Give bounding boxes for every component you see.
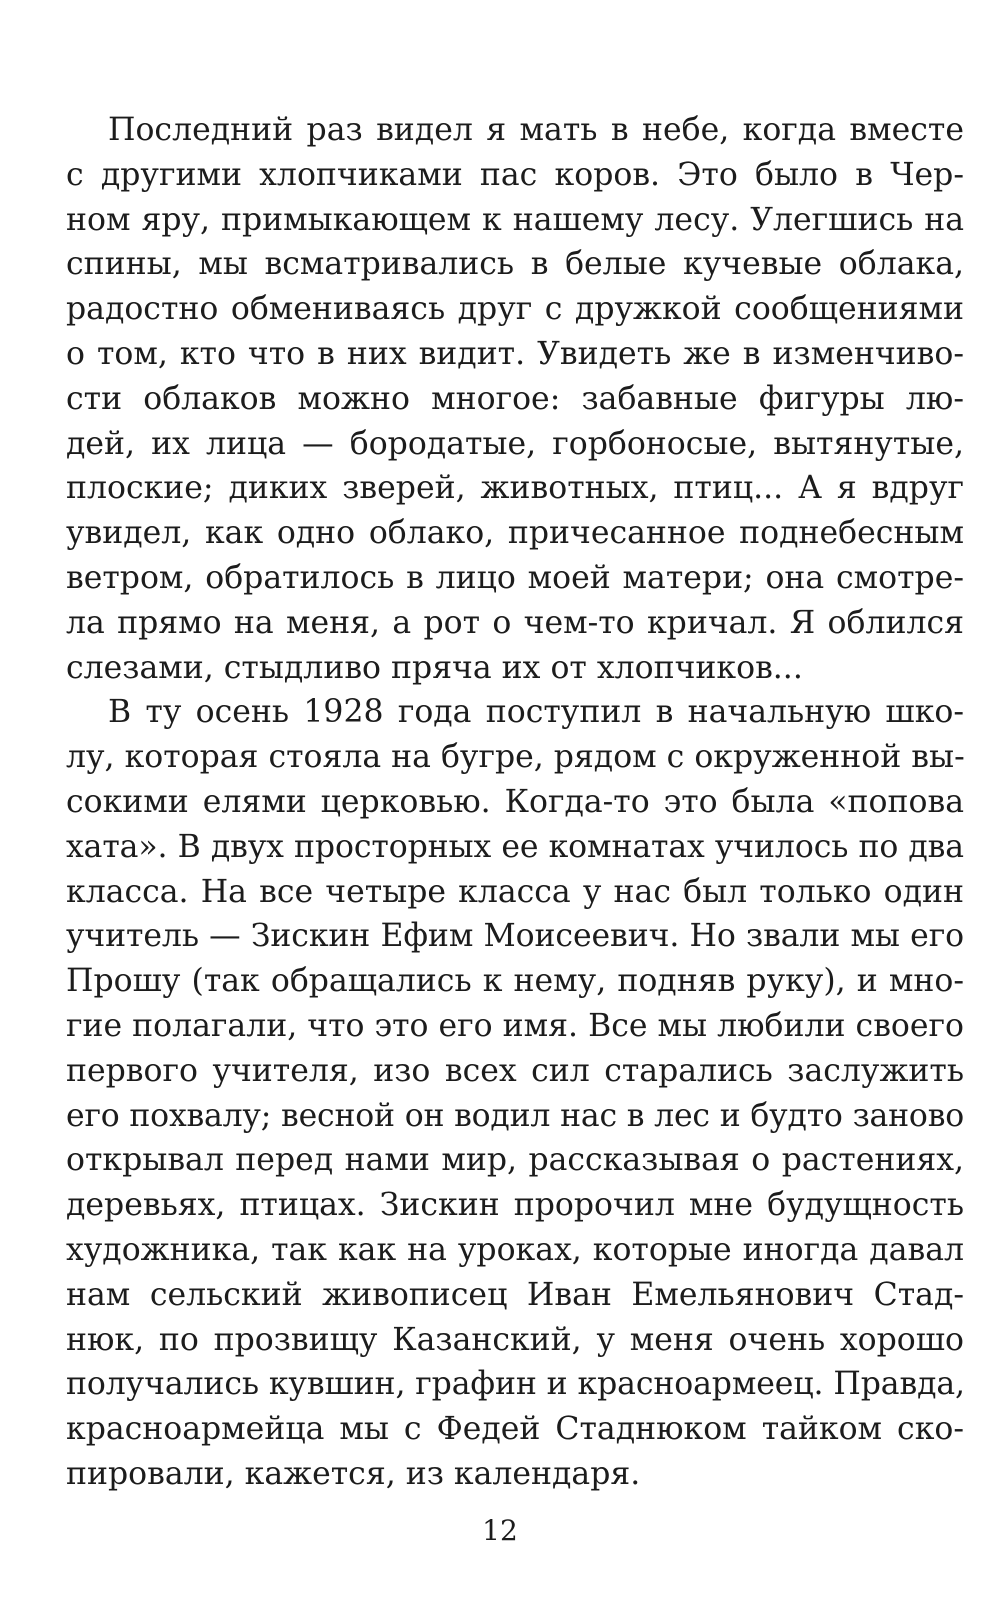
text-line: первого учителя, изо всех сил старались заслужить	[66, 1052, 964, 1089]
text-line: сти облаков можно многое: забавные фигуры лю-	[66, 380, 964, 417]
text-line: ла прямо на меня, а рот о чем-то кричал. Я облился	[66, 604, 964, 641]
text-line: В ту осень 1928 года поступил в начальную шко-	[108, 694, 964, 731]
text-line: его похвалу; весной он водил нас в лес и будто заново	[66, 1097, 964, 1134]
text-line: гие полагали, что это его имя. Все мы любили своего	[66, 1007, 964, 1044]
text-line: класса. На все четыре класса у нас был только один	[66, 873, 964, 910]
text-line: красноармейца мы с Федей Стаднюком тайком ско-	[66, 1411, 964, 1448]
text-line: Прошу (так обращались к нему, подняв руку), и мно-	[66, 963, 964, 1000]
text-line: ном яру, примыкающем к нашему лесу. Улегшись на	[66, 201, 964, 238]
text-line: о том, кто что в них видит. Увидеть же в изменчиво-	[66, 335, 964, 372]
text-line: хата». В двух просторных ее комнатах училось по два	[66, 828, 964, 865]
text-line: слезами, стыдливо пряча их от хлопчиков...	[66, 649, 803, 686]
text-line: спины, мы всматривались в белые кучевые облака,	[66, 246, 964, 283]
text-line: пировали, кажется, из календаря.	[66, 1455, 641, 1492]
page-number: 12	[482, 1514, 518, 1547]
text-line: нам сельский живописец Иван Емельянович Стад-	[66, 1276, 964, 1313]
text-line: увидел, как одно облако, причесанное поднебесным	[66, 515, 964, 552]
text-line: деревьях, птицах. Зискин пророчил мне будущность	[66, 1187, 964, 1224]
body-text	[66, 108, 964, 1497]
text-line: получались кувшин, графин и красноармеец. Правда,	[66, 1366, 965, 1403]
text-line: лу, которая стояла на бугре, рядом с окруженной вы-	[66, 739, 965, 776]
text-line: сокими елями церковью. Когда-то это была «попова	[66, 783, 964, 820]
text-line: открывал перед нами мир, рассказывая о растениях,	[66, 1142, 964, 1179]
text-line: дей, их лица — бородатые, горбоносые, вытянутые,	[66, 425, 964, 462]
text-line: Последний раз видел я мать в небе, когда вместе	[108, 112, 964, 148]
text-line: нюк, по прозвищу Казанский, у меня очень хорошо	[66, 1321, 964, 1358]
text-line: с другими хлопчиками пас коров. Это было в Чер-	[66, 156, 964, 193]
text-line: художника, так как на уроках, которые иногда давал	[66, 1231, 964, 1268]
text-line: ветром, обратилось в лицо моей матери; она смотре-	[66, 559, 964, 596]
text-line: плоские; диких зверей, животных, птиц... А я вдруг	[66, 470, 964, 507]
text-line: радостно обмениваясь друг с дружкой сообщениями	[66, 291, 964, 328]
text-line: учитель — Зискин Ефим Моисеевич. Но звали мы его	[66, 918, 964, 955]
